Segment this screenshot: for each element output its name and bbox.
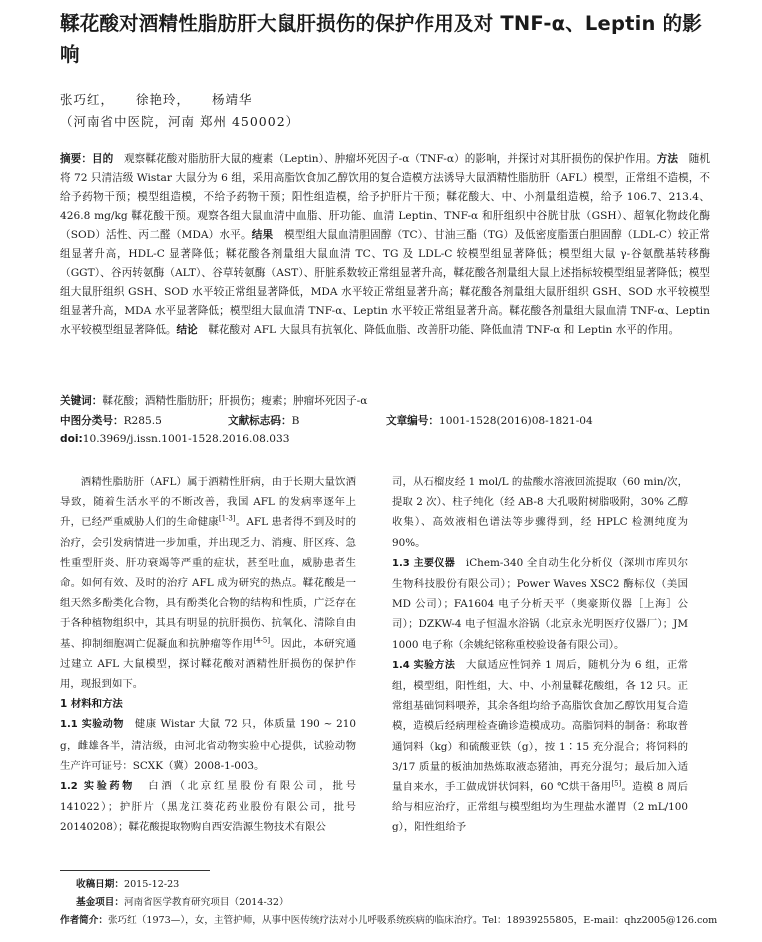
article-number <box>386 413 593 428</box>
document-code <box>228 413 299 428</box>
doi-value: 10.3969/j.issn.1001-1528.2016.08.033 <box>82 433 290 445</box>
keywords <box>60 393 367 408</box>
conclusion-label: 结论 <box>176 324 198 336</box>
art-value: 1001-1528(2016)08-1821-04 <box>438 415 593 427</box>
body-column-right <box>392 472 688 838</box>
author-bio-label: 作者简介： <box>60 915 108 926</box>
intro-text: 。AFL 患者得不到及时的治疗，会引发病情进一步加重，并出现乏力、消瘦、肝区疼、急性重型肝炎、肝功衰竭等严重的症状，甚至吐血，威胁患者生命。如何有效、及时的治疗 AFL 成为研究的热点。鞣花酸是一组天然多酚类化合物，具有酚类化合物的结构和性质，广泛存在于各种植物组织中，其具有明显的抗肝损伤、抗氧化、清除自由基、抑制细胞凋亡促凝血和抗肿瘤等作用 <box>60 516 356 650</box>
subsection-text: 白酒（北京红星股份有限公司，批号 141022）；护肝片（黑龙江葵花药业股份有限公司，批号 20140208）；鞣花酸提取物购自西安浩源生物技术有限公 <box>60 780 357 834</box>
abstract-method: 随机将 72 只清洁级 Wistar 大鼠分为 6 组，采用高脂饮食加乙醇饮用的复合造模方法诱导大鼠酒精性脂肪肝（AFL）模型，正常组不造模，不给予药物干预；模型组造模，不给予药物干预；阳性组造模，给予护肝片干预；鞣花酸大、中、小剂量组造模，给予 106.7、213.4、426.8 mg/kg 鞣花酸干预。观察各组大鼠血清中血脂、肝功能、血清 Leptin、TNF-α 和肝组织中谷胱甘肽（GSH）、超氧化物歧化酶（SOD）活性、丙二醛（MDA）水平。 <box>60 153 711 241</box>
subsection-heading: 1.2 实验药物 <box>60 781 136 793</box>
abstract-objective: 观察鞣花酸对脂肪肝大鼠的瘦素（Leptin）、肿瘤坏死因子-α（TNF-α）的影响，并探讨对其肝损伤的保护作用。 <box>124 153 657 165</box>
method-label: 方法 <box>656 153 679 165</box>
subsection-heading: 1.3 主要仪器 <box>392 557 456 569</box>
doi <box>60 433 289 445</box>
article-title: 鞣花酸对酒精性脂肪肝大鼠肝损伤的保护作用及对 TNF-α、Leptin 的影响 <box>60 12 703 66</box>
section-heading: 1 材料和方法 <box>60 698 123 711</box>
doc-value: B <box>291 415 300 427</box>
subsection-heading: 1.1 实验动物 <box>60 719 124 731</box>
art-label: 文章编号： <box>386 415 439 427</box>
citation: [1-3] <box>218 514 236 523</box>
result-label: 结果 <box>251 229 274 241</box>
subsection-1-1 <box>60 714 356 776</box>
keywords-text: 鞣花酸；酒精性脂肪肝；肝损伤；瘦素；肿瘤坏死因子-α <box>102 395 368 407</box>
citation: [4-5] <box>253 636 271 645</box>
subsection-text: 。造模 8 周后给与相应治疗，正常组与模型组均为生理盐水灌胃（2 mL/100 g），阳性组给予 <box>392 781 688 834</box>
received-label: 收稿日期： <box>76 879 124 890</box>
abstract-result: 模型组大鼠血清胆固醇（TC）、甘油三酯（TG）及低密度脂蛋白胆固醇（LDL-C）较正常组显著升高，HDL-C 显著降低；鞣花酸各剂量组大鼠血清 TC、TG 及 LDL-C 较模型组显著降低；模型组大鼠 γ-谷氨酰基转移酶（GGT）、谷丙转氨酶（ALT）、谷草转氨酶（AST）、肝脏系数较正常组显著升高，鞣花酸各剂量组大鼠上述指标较模型组显著降低；模型组大鼠肝组织 GSH、SOD 水平较正常组显著降低，MDA 水平较正常组显著升高；鞣花酸各剂量组大鼠肝组织 GSH、SOD 水平较模型组显著升高，MDA 水平显著降低；模型组大鼠血清 TNF-α、Leptin 水平较正常组显著升高。鞣花酸各剂量组大鼠血清 TNF-α、Leptin 水平较模型组显著降低。 <box>60 229 710 336</box>
intro-text: 。因此，本研究通过建立 AFL 大鼠模型，探讨鞣花酸对酒精性肝损伤的保护作用，现报到如下。 <box>60 637 357 691</box>
received-date <box>76 876 756 894</box>
subsection-heading: 1.4 实验方法 <box>392 659 456 671</box>
fund-value: 河南省医学教育研究项目（2014-32） <box>123 897 289 908</box>
author-bio-text: 张巧红（1973—），女，主管护师，从事中医传统疗法对小儿呼吸系统疾病的临床治疗。Tel：18939255805，E-mail：qhz2005@126.com <box>107 915 718 926</box>
subsection-1-3 <box>392 553 688 655</box>
citation: [5] <box>611 779 622 788</box>
clc-label: 中图分类号： <box>60 415 124 427</box>
author-name: 杨靖华 <box>212 92 253 107</box>
received-value: 2015-12-23 <box>123 879 180 890</box>
subsection-1-4 <box>392 655 688 838</box>
author-name: 徐艳玲， <box>136 92 191 107</box>
subsection-text: iChem-340 全自动生化分析仪（深圳市库贝尔生物科技股份有限公司）；Power Waves XSC2 酶标仪（美国 MD 公司）；FA1604 电子分析天平（奥豪斯仪器［上海］公司）；DZKW-4 电子恒温水浴锅（北京永光明医疗仪器厂）；JM 1000 电子称（余姚纪铭称重校验设备有限公司）。 <box>392 556 689 651</box>
intro-text: 酒精性脂肪肝（AFL）属于酒精性肝病，由于长期大量饮酒导致，随着生活水平的不断改善，我国 AFL 的发病率逐年上升，已经严重威胁人们的生命健康 <box>60 476 356 529</box>
clc-value: R285.5 <box>123 415 162 427</box>
fund-label: 基金项目： <box>76 897 124 908</box>
abstract <box>60 150 710 340</box>
footnote-divider <box>60 870 210 871</box>
doi-label: doi: <box>60 433 83 445</box>
intro-paragraph <box>60 472 356 694</box>
doc-label: 文献标志码： <box>228 415 292 427</box>
author-list <box>60 90 275 108</box>
subsection-text: 大鼠适应性饲养 1 周后，随机分为 6 组，正常组，模型组，阳性组，大、中、小剂量鞣花酸组，各 12 只。正常组基础饲料喂养，其余各组均给予高脂饮食加乙醇饮用复合造模，造模后经病理检查确诊造模成功。高脂饲料的制备：称取普通饲料（kg）和硫酸亚铁（g），按 1∶15 充分混合；将饲料的 3/17 质量的板油加热炼取液态猪油，再充分混匀；最后加入适量自来水，手工做成饼状饲料，60 ℃烘干备用 <box>392 658 689 794</box>
fund-project <box>76 894 756 912</box>
abstract-label: 摘要：目的 <box>60 153 114 165</box>
subsection-1-2 <box>60 776 356 838</box>
affiliation: （河南省中医院，河南 郑州 450002） <box>60 114 300 129</box>
body-column-left <box>60 472 356 838</box>
subsection-text: 健康 Wistar 大鼠 72 只，体质量 190 ~ 210 g，雌雄各半，清洁级，由河北省动物实验中心提供，试验动物生产许可证号：SCXK（冀）2008-1-003。 <box>60 718 356 772</box>
author-bio <box>60 912 750 930</box>
author-name: 张巧红， <box>60 92 115 107</box>
clc-number <box>60 413 162 428</box>
continued-paragraph: 司，从石榴皮经 1 mol/L 的盐酸水溶液回流提取（60 min/次，提取 2 次）、柱子纯化（经 AB-8 大孔吸附树脂吸附，30% 乙醇收集）、高效液相色谱法等步骤得到，经 HPLC 检测纯度为 90%。 <box>392 476 688 549</box>
abstract-conclusion: 鞣花酸对 AFL 大鼠具有抗氧化、降低血脂、改善肝功能、降低血清 TNF-α 和 Leptin 水平的作用。 <box>208 324 680 336</box>
keywords-label: 关键词： <box>60 395 103 407</box>
